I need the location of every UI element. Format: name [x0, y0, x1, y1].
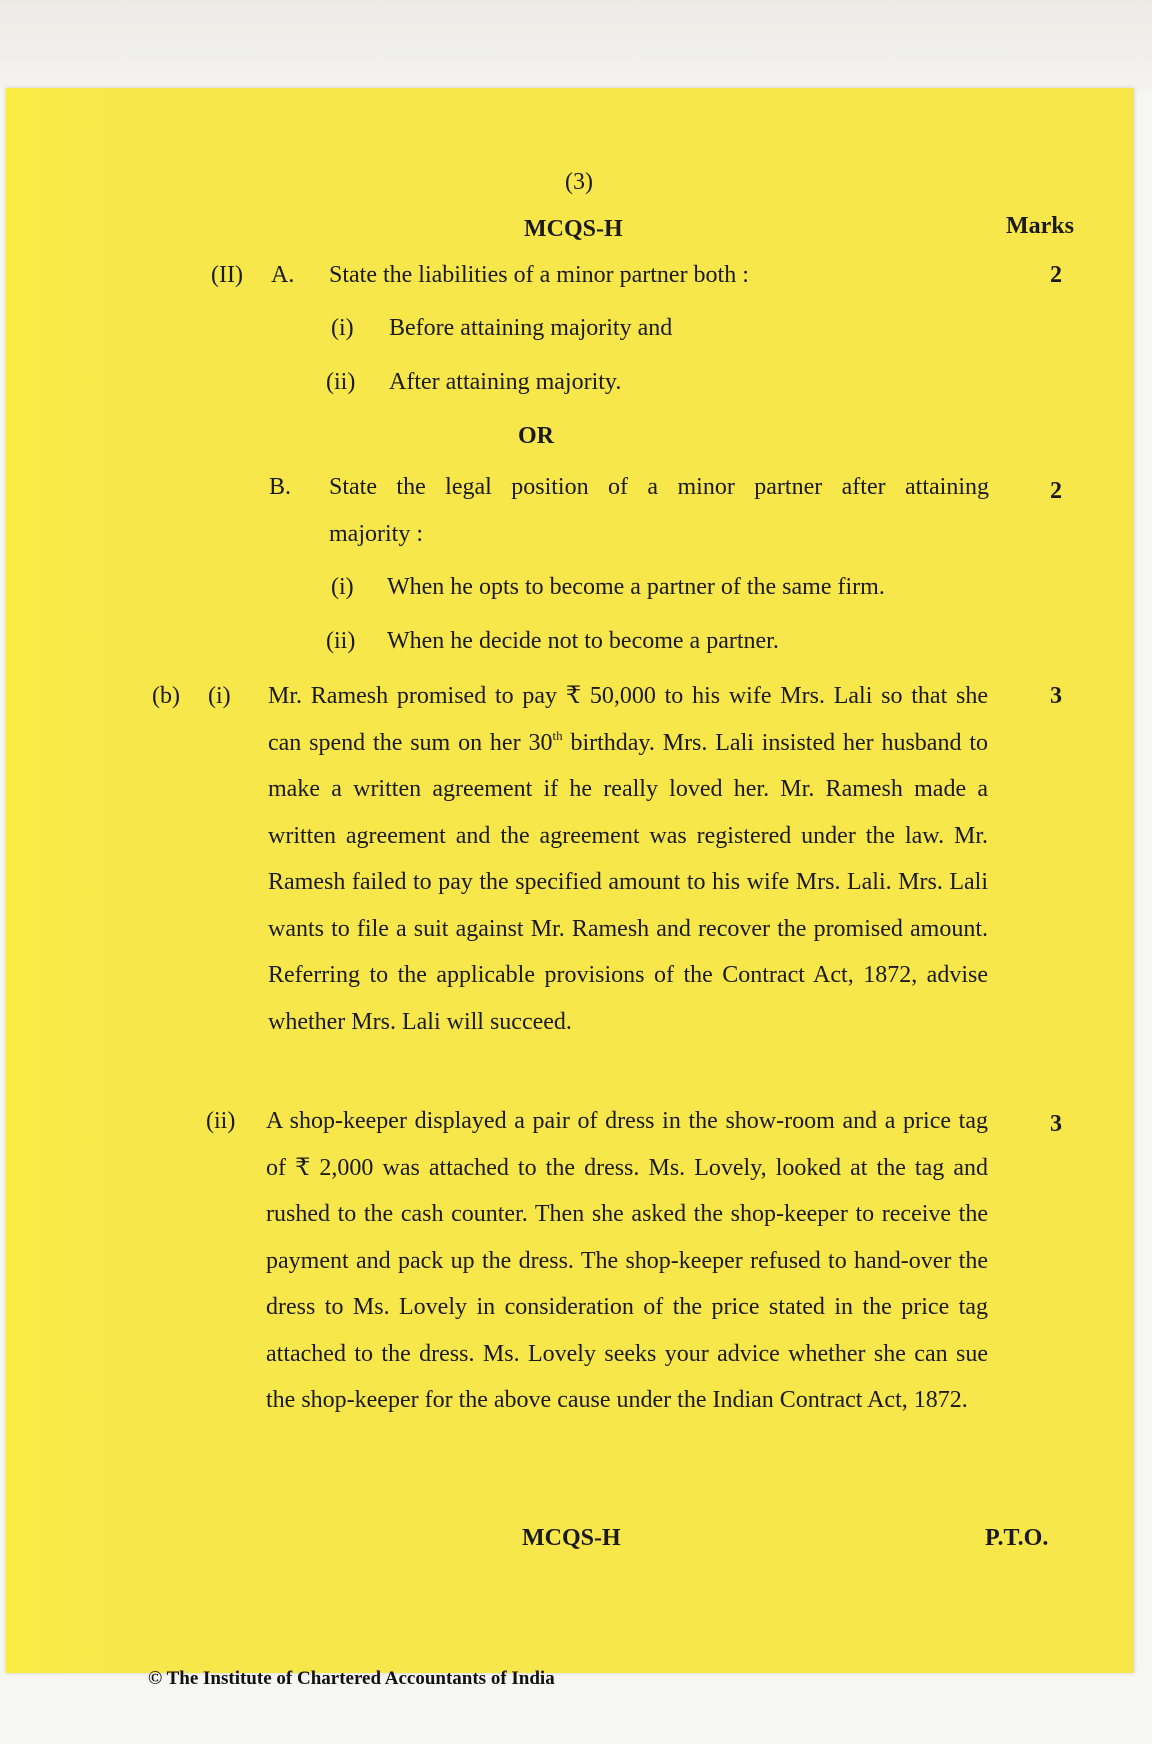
sub-question-i-text-start: Mr. Ramesh promised to pay ₹ 50,000 to his wife Mrs. Lali so that she can spend the sum on her 30	[268, 683, 988, 756]
part-a-marks: 2	[1050, 262, 1062, 288]
part-a-item-text: Before attaining majority and	[389, 315, 673, 341]
sub-question-number: (ii)	[206, 1108, 236, 1134]
marks-column-heading: Marks	[1006, 213, 1074, 239]
sub-question-i-marks: 3	[1050, 683, 1062, 709]
paper-code-header: MCQS-H	[524, 216, 623, 242]
part-b-item-text: When he opts to become a partner of the same firm.	[387, 574, 885, 600]
question-label-b: (b)	[152, 683, 180, 709]
sub-question-ii-marks: 3	[1050, 1111, 1062, 1137]
ordinal-suffix: th	[552, 727, 563, 743]
part-a-item-text: After attaining majority.	[389, 369, 622, 395]
or-divider: OR	[518, 423, 554, 449]
copyright-notice: © The Institute of Chartered Accountants of India	[148, 1668, 555, 1689]
part-b-item-num: (ii)	[326, 628, 356, 654]
question-number-ii: (II)	[211, 262, 243, 288]
part-b-question-line2: majority :	[329, 521, 423, 547]
part-a-question: State the liabilities of a minor partner both :	[329, 262, 749, 288]
part-b-label: B.	[269, 474, 292, 500]
part-b-item-num: (i)	[331, 574, 354, 600]
page-top-margin	[0, 0, 1152, 90]
part-b-question-line1: State the legal position of a minor partner after attaining	[329, 474, 989, 500]
sub-question-i-text	[268, 673, 988, 1045]
sub-question-number: (i)	[208, 683, 231, 709]
paper-code-footer: MCQS-H	[522, 1525, 621, 1551]
please-turn-over: P.T.O.	[985, 1525, 1049, 1551]
part-a-label: A.	[271, 262, 295, 288]
page-number: (3)	[565, 169, 593, 195]
sub-question-i-text-end: birthday. Mrs. Lali insisted her husband to make a written agreement if he really loved her. Mr. Ramesh made a written agreement and the agreement was registered under the law. Mr. Ramesh failed to pay the specified amount to his wife Mrs. Lali. Mrs. Lali wants to file a suit against Mr. Ramesh and recover the promised amount. Referring to the applicable provisions of the Contract Act, 1872, advise whether Mrs. Lali will succeed.	[268, 729, 988, 1035]
part-b-item-text: When he decide not to become a partner.	[387, 628, 779, 654]
part-b-marks: 2	[1050, 478, 1062, 504]
sub-question-ii-text: A shop-keeper displayed a pair of dress in the show-room and a price tag of ₹ 2,000 was attached to the dress. Ms. Lovely, looked at the tag and rushed to the cash counter. Then she asked the shop-keeper to receive the payment and pack up the dress. The shop-keeper refused to hand-over the dress to Ms. Lovely in consideration of the price stated in the price tag attached to the dress. Ms. Lovely seeks your advice whether she can sue the shop-keeper for the above cause under the Indian Contract Act, 1872.	[266, 1108, 988, 1413]
part-a-item-num: (ii)	[326, 369, 356, 395]
part-a-item-num: (i)	[331, 315, 354, 341]
